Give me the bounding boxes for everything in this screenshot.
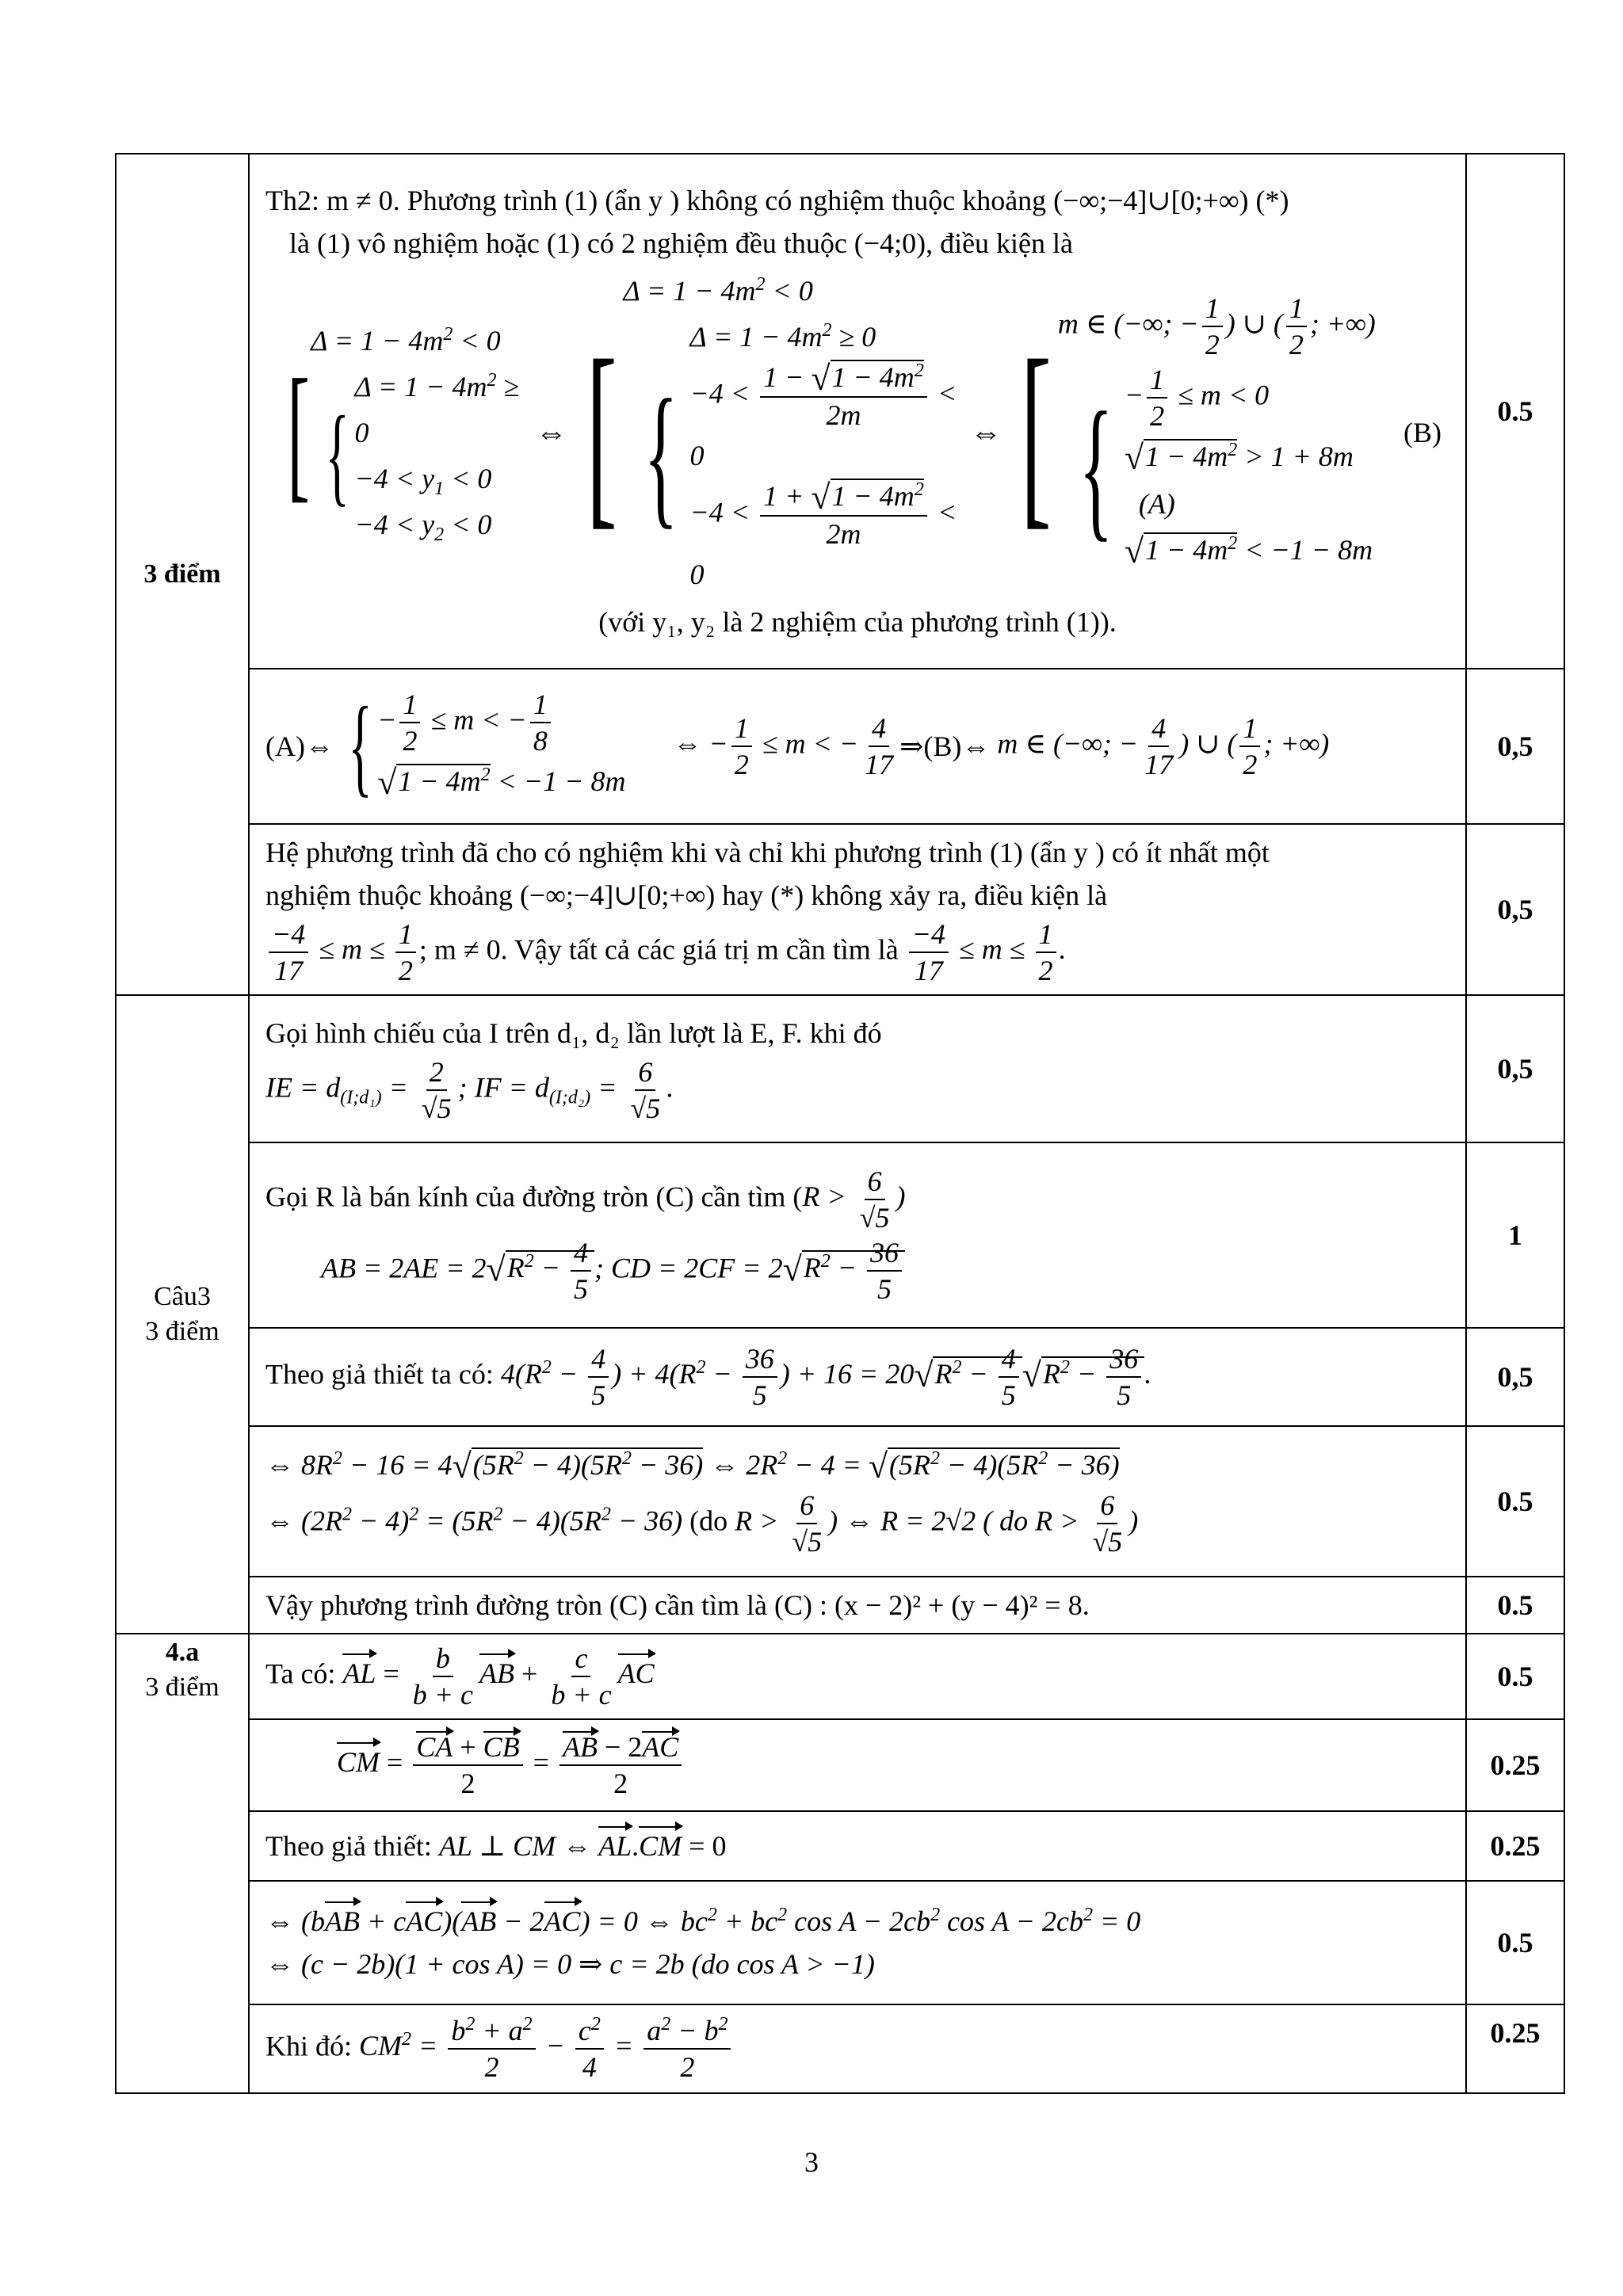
cm-squared-body: Khi đó: $CM^2$ = $\frac{b^2 + a^2}{2}$ − $\frac{c^2}{4}$ = $\frac{a^2 - b^2}{2}$: [249, 2004, 1466, 2093]
conclusion-line-2: nghiệm thuộc khoảng (−∞;−4]∪[0;+∞) hay (*) không xảy ra, điều kiện là: [265, 879, 1108, 911]
case-two-footer: (với y₁, y₂ là 2 nghiệm của phương trình (1)).: [598, 606, 1117, 638]
score-cell: 0.5: [1466, 1577, 1564, 1634]
cm-squared-text: Khi đó:: [265, 2030, 353, 2062]
score-cell: 0.5: [1466, 1881, 1564, 2004]
circle-result-text: Vậy phương trình đường tròn (C) cần tìm là (C) : (x − 2)² + (y − 4)² = 8.: [265, 1589, 1090, 1621]
conclusion-body: [249, 824, 1466, 995]
vector-al-text: Ta có:: [265, 1657, 336, 1690]
conclusion-line-3: $\frac{-4}{17}$ ≤ m ≤ $\frac{1}{2}$ ; m ≠ 0. Vậy tất cả các giá trị m cần tìm là $\frac{-4}{17}$ ≤ m ≤ $\frac{1}{2}$ .: [265, 917, 1449, 988]
system-left: [ $\Delta = 1 - 4m^2 < 0$ { $\Delta = 1 - 4m^2 \ge 0$ $-4 < y_1 < 0$ $-4 < y_2 < 0$: [287, 324, 520, 546]
radius-text: Gọi R là bán kính của đường tròn (C) cần tìm (: [265, 1180, 803, 1213]
section-q2-label: [116, 154, 249, 995]
score-cell: 0,5: [1466, 995, 1564, 1142]
system-middle: [ $\Delta = 1 - 4m^2 < 0$ { $\Delta = 1 - 4m^2 \ge 0$ −4 < $\frac{1 - √1 - 4m^2}{2m}$ < 0 −4 < $\frac{1 + √1 - 4m^2}{2m}$ < 0: [586, 274, 957, 590]
solve-body: ⇔ $8R^2 - 16 = 4√(5R^2 - 4)(5R^2 - 36)$ ⇔ $2R^2 - 4 = √(5R^2 - 4)(5R^2 - 36)$ ⇔ $(2R^2 - 4)^2 = (5R^2 - 4)(5R^2 - 36)$ (do R > $\frac{6}{√5}$ ) ⇔ R = 2√2 ( do R > $\frac{6}{√5}$ ): [249, 1426, 1466, 1577]
score-cell: 0,5: [1466, 669, 1564, 824]
page-number: 3: [804, 2146, 819, 2178]
section-q4-label: [116, 1634, 249, 2093]
answer-table: [115, 153, 1541, 2094]
case-two-system: [ $\Delta = 1 - 4m^2 < 0$ { $\Delta = 1 - 4m^2 \ge 0$ $-4 < y_1 < 0$ $-4 < y_2 < 0$ ⇔ [ $\Delta = 1 - 4m^2 < 0$ { $\Delta = 1 - 4m^2 \ge 0$ −4 < $\frac{1 - √1 - 4m^2}{2m}$ < 0 −4 < $\frac{1 + √1 - 4m^2}{2m}$ < 0 ⇔ [ m ∈ (−∞; − $\frac{1}{2}$ ) ∪ ( $\frac{1}{2}$ ; +∞) { − $\frac{1}{2}$ ≤ m < 0 $√1 - 4m^2 > 1 + 8m$ (A) $√1 - 4m^2 < -1 - 8m$ (B): [265, 265, 1449, 601]
projection-formula: IE = $d_{(I;d_1)}$ = $\frac{2}{√5}$ ; IF = $d_{(I;d_2)}$ = $\frac{6}{√5}$ .: [265, 1056, 674, 1124]
system-right: [ m ∈ (−∞; − $\frac{1}{2}$ ) ∪ ( $\frac{1}{2}$ ; +∞) { − $\frac{1}{2}$ ≤ m < 0 $√1 - 4m^2 > 1 + 8m$ (A) $√1 - 4m^2 < -1 - 8m$: [1021, 292, 1376, 570]
projection-text: Gọi hình chiếu của I trên d₁, d₂ lần lượt là E, F. khi đó: [265, 1017, 882, 1049]
perpendicular-body: Theo giả thiết: AL ⊥ CM ⇔ AL.CM = 0: [249, 1811, 1466, 1881]
radius-body: Gọi R là bán kính của đường tròn (C) cần tìm (R > $\frac{6}{√5}$ ) AB = $2AE = 2√R^2$ − $\frac{4}{5}$ ; CD = $2CF = 2√R^2$ − $\frac{36}{5}$: [249, 1142, 1466, 1328]
case-two-body: [249, 154, 1466, 669]
conclusion-line-1: Hệ phương trình đã cho có nghiệm khi và chỉ khi phương trình (1) (ẩn y ) có ít nhất một: [265, 837, 1270, 868]
score-cell: 0.25: [1466, 2004, 1564, 2093]
case-two-intro-1: Th2: m ≠ 0. Phương trình (1) (ẩn y ) không có nghiệm thuộc khoảng (−∞;−4]∪[0;+∞) (*): [265, 185, 1289, 216]
hypothesis-body: Theo giả thiết ta có: $4(R^2$ − $\frac{4}{5}$ ) + $4(R^2$ − $\frac{36}{5}$ ) + $16 = 20√R^2$ − $\frac{4}{5}$ $√R^2$ − $\frac{36}{5}$ .: [249, 1328, 1466, 1426]
section-q2-points: 3 điểm: [143, 559, 221, 589]
label-b: (B): [1403, 417, 1442, 448]
radius-formula: AB = $2AE = 2√R^2$ − $\frac{4}{5}$ ; CD = $2CF = 2√R^2$ − $\frac{36}{5}$: [265, 1235, 1449, 1306]
conclusion-text: ; m ≠ 0. Vậy tất cả các giá trị m cần tìm là: [418, 933, 899, 966]
vector-cm-body: CM = $\frac{CA + CB}{2}$ = $\frac{AB - 2AC}{2}$: [249, 1719, 1466, 1811]
score-cell: 1: [1466, 1142, 1564, 1328]
projection-body: [249, 995, 1466, 1142]
score-cell: 0,5: [1466, 824, 1564, 995]
condition-a-mid: ⇒(B)⇔: [899, 730, 991, 762]
score-cell: 0.5: [1466, 1634, 1564, 1719]
solve-do-text: (do: [689, 1505, 728, 1537]
section-q4-title: 4.a: [165, 1638, 200, 1667]
condition-a-lead: (A)⇔: [265, 730, 334, 762]
condition-a-line: (A)⇔ { − $\frac{1}{2}$ ≤ m < − $\frac{1}{8}$ $√1 - 4m^2 < -1 - 8m$ ⇔ − $\frac{1}{2}$ ≤ m < − $\frac{4}{17}$ ⇒(B)⇔ m ∈ (−∞; − $\frac{4}{17}$ ) ∪ ( $\frac{1}{2}$ ; +∞): [265, 685, 1330, 807]
score-cell: 0.25: [1466, 1719, 1564, 1811]
section-q3-title: Câu3: [154, 1282, 211, 1311]
condition-a-body: [249, 669, 1466, 824]
case-two-intro-2: là (1) vô nghiệm hoặc (1) có 2 nghiệm đều thuộc (−4;0), điều kiện là: [289, 227, 1074, 259]
score-cell: 0.5: [1466, 154, 1564, 669]
section-q4-points: 3 điểm: [145, 1672, 220, 1702]
section-q3-label: [116, 995, 249, 1634]
circle-result-body: [249, 1577, 1466, 1634]
hypothesis-text: Theo giả thiết ta có:: [265, 1358, 494, 1390]
expand-body: ⇔ (bAB + cAC)(AB − 2AC) = 0 ⇔ $bc^2 + bc^2$ $\cos A - 2cb^2$ $\cos A - 2cb^2 = 0$ ⇔ (c − 2b)(1 + cos A) = 0 ⇒ c = 2b (do cos A > −1): [249, 1881, 1466, 2004]
section-q3-points: 3 điểm: [145, 1317, 220, 1346]
score-cell: 0,5: [1466, 1328, 1564, 1426]
label-a: (A): [1138, 488, 1175, 520]
score-cell: 0.25: [1466, 1811, 1564, 1881]
perpendicular-text: Theo giả thiết:: [265, 1830, 432, 1862]
score-cell: 0.5: [1466, 1426, 1564, 1577]
vector-al-body: Ta có: AL = $\frac{b}{b + c}$ AB + $\frac{c}{b + c}$ AC: [249, 1634, 1466, 1719]
